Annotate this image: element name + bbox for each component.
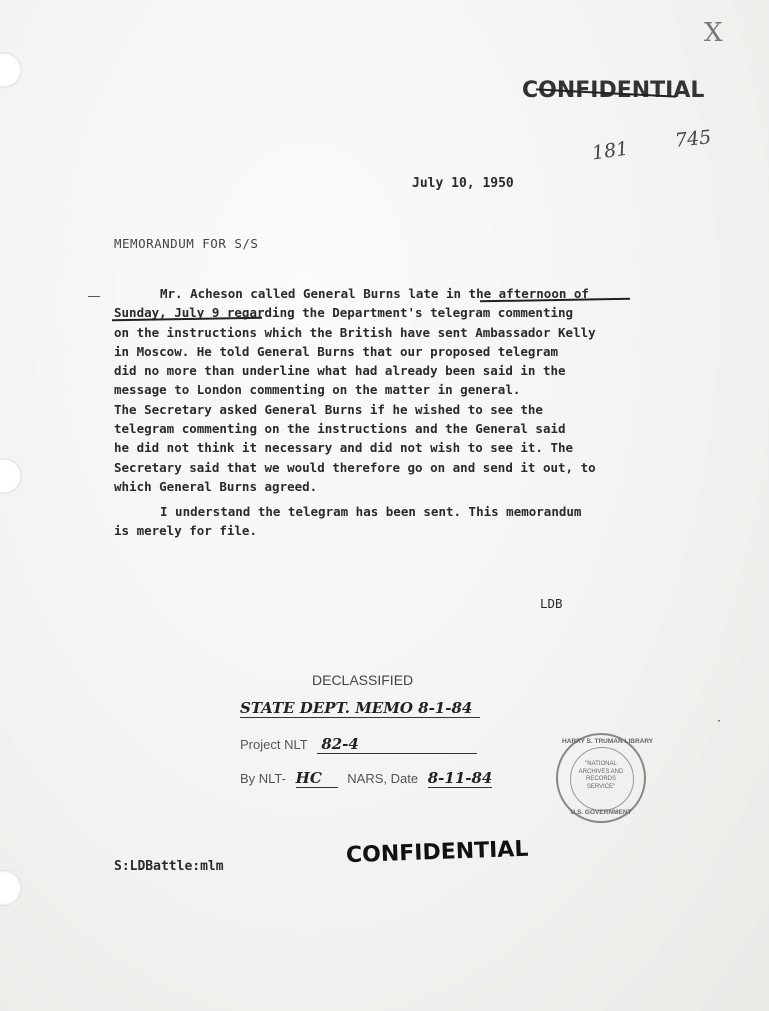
signature-initials: LDB bbox=[540, 596, 563, 611]
by-label: By NLT- bbox=[240, 771, 286, 786]
memo-heading: MEMORANDUM FOR S/S bbox=[114, 236, 259, 251]
declassified-authority: STATE DEPT. MEMO 8-1-84 bbox=[240, 699, 480, 718]
by-value: HC bbox=[296, 769, 338, 788]
project-value: 82-4 bbox=[317, 735, 477, 754]
memo-line: Secretary said that we would therefore go on and send it out, to bbox=[114, 459, 596, 475]
punch-hole-middle bbox=[0, 458, 22, 494]
seal-outer-text: HARRY S. TRUMAN LIBRARY bbox=[562, 738, 654, 745]
confidential-stamp-top: CONFIDENTIAL bbox=[522, 78, 705, 103]
memo-paragraph-1 bbox=[114, 284, 596, 496]
stray-mark: · bbox=[716, 716, 723, 727]
memo-line: The Secretary asked General Burns if he wished to see the bbox=[114, 401, 543, 417]
memo-line: is merely for file. bbox=[114, 523, 257, 539]
memo-line: on the instructions which the British have sent Ambassador Kelly bbox=[114, 324, 596, 340]
handwritten-number-left: 181 bbox=[590, 137, 630, 165]
seal-bottom-text: U.S. GOVERNMENT bbox=[570, 809, 632, 816]
confidential-stamp-bottom: CONFIDENTIAL bbox=[345, 836, 529, 869]
memo-line: telegram commenting on the instructions and the General said bbox=[114, 421, 566, 437]
memo-line: did no more than underline what had already been said in the bbox=[114, 363, 566, 379]
punch-hole-bottom bbox=[0, 870, 22, 906]
memo-line: Sunday, July 9 regarding the Department's telegram commenting bbox=[114, 305, 574, 321]
memo-line: he did not think it necessary and did not wish to see it. The bbox=[114, 440, 574, 456]
margin-dash bbox=[88, 296, 100, 297]
memo-line: which General Burns agreed. bbox=[114, 478, 318, 494]
corner-mark: X bbox=[704, 18, 723, 48]
handwritten-number-right: 745 bbox=[673, 126, 713, 152]
memo-line: message to London commenting on the matter in general. bbox=[114, 382, 521, 398]
memo-paragraph-2 bbox=[114, 502, 581, 541]
declassified-title: DECLASSIFIED bbox=[312, 672, 414, 688]
memo-line: I understand the telegram has been sent. This memorandum bbox=[160, 504, 582, 519]
nars-label: NARS, Date bbox=[347, 771, 419, 786]
memo-date: July 10, 1950 bbox=[412, 176, 514, 191]
declassified-project-row bbox=[240, 734, 477, 754]
declassified-by-row bbox=[240, 768, 492, 788]
seal-center-text: "NATIONAL ARCHIVES AND RECORDS SERVICE" bbox=[578, 761, 624, 790]
truman-library-seal bbox=[556, 733, 654, 823]
memo-line: Mr. Acheson called General Burns late in the afternoon of bbox=[160, 286, 589, 301]
date-value: 8-11-84 bbox=[427, 769, 493, 787]
declassified-authority-row bbox=[240, 698, 480, 718]
memo-reference: S:LDBattle:mlm bbox=[114, 859, 224, 874]
memo-line: in Moscow. He told General Burns that our proposed telegram bbox=[114, 343, 559, 359]
punch-hole-top bbox=[0, 52, 22, 88]
project-label: Project NLT bbox=[240, 737, 308, 752]
